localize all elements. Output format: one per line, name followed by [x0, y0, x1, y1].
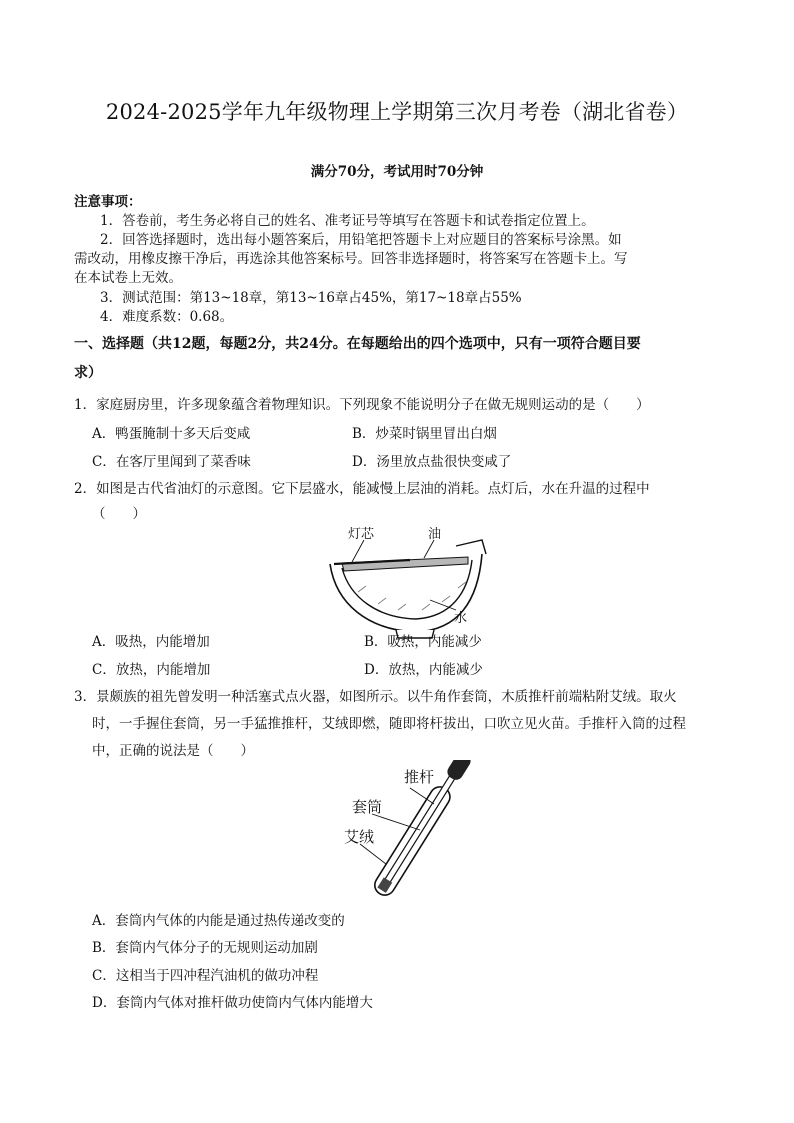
q2-stem-line-1: 2．如图是古代省油灯的示意图。它下层盛水，能减慢上层油的消耗。点灯后，水在升温的过程中	[74, 481, 650, 497]
note-1: 1．答卷前，考生务必将自己的姓名、准考证号等填写在答题卡和试卷指定位置上。	[100, 213, 595, 229]
q2-option-a: A．吸热，内能增加	[92, 634, 210, 650]
q1-option-c: C．在客厅里闻到了菜香味	[92, 454, 251, 470]
section-1-heading-line-1: 一、选择题（共12题，每题2分，共24分。在每题给出的四个选项中，只有一项符合题目要	[74, 336, 641, 352]
lamp-oil-label: 油	[428, 527, 442, 542]
section-1-heading-line-2: 求）	[74, 365, 102, 381]
lamp-water-label: 水	[454, 611, 468, 626]
q3-option-b: B．套筒内气体分子的无规则运动加剧	[92, 940, 318, 956]
note-4: 4．难度系数：0.68。	[100, 309, 234, 325]
note-2-line-1: 2．回答选择题时，选出每小题答案后，用铅笔把答题卡上对应题目的答案标号涂黑。如	[100, 232, 622, 248]
q1-option-a: A．鸭蛋腌制十多天后变咸	[92, 426, 251, 442]
q2-stem-line-2: （ ）	[92, 506, 146, 522]
q3-stem-line-2: 时，一手握住套筒，另一手猛推推杆，艾绒即燃，随即将杆拔出，口吹立见火苗。手推杆入筒的过程	[92, 716, 686, 732]
oil-lamp-figure	[318, 522, 498, 644]
lamp-wick-label: 灯芯	[348, 527, 375, 542]
piston-rod-label: 推杆	[404, 768, 435, 786]
note-3: 3．测试范围：第13~18章，第13~16章占45%，第17~18章占55%	[100, 290, 522, 306]
q3-stem-line-1: 3．景颇族的祖先曾发明一种活塞式点火器，如图所示。以牛角作套筒，木质推杆前端粘附艾绒。取火	[74, 689, 677, 705]
fire-piston-figure	[338, 760, 478, 900]
note-2-line-2: 需改动，用橡皮擦干净后，再选涂其他答案标号。回答非选择题时，将答案写在答题卡上。写	[74, 251, 628, 267]
q3-option-d: D．套筒内气体对推杆做功使筒内气体内能增大	[92, 995, 373, 1011]
q2-option-b: B．吸热，内能减少	[364, 634, 482, 650]
q3-option-c: C．这相当于四冲程汽油机的做功冲程	[92, 968, 319, 984]
exam-subtitle: 满分70分，考试用时70分钟	[310, 164, 484, 180]
q1-stem: 1．家庭厨房里，许多现象蕴含着物理知识。下列现象不能说明分子在做无规则运动的是（ ）	[74, 397, 650, 413]
exam-title: 2024-2025学年九年级物理上学期第三次月考卷（湖北省卷）	[105, 100, 689, 124]
q2-option-c: C．放热，内能增加	[92, 662, 211, 678]
piston-moxa-label: 艾绒	[344, 828, 375, 846]
note-2-line-3: 在本试卷上无效。	[74, 270, 182, 286]
piston-sleeve-label: 套筒	[352, 798, 383, 816]
q2-option-d: D．放热，内能减少	[364, 662, 483, 678]
notes-heading: 注意事项：	[74, 194, 142, 210]
q1-option-b: B．炒菜时锅里冒出白烟	[352, 426, 497, 442]
q1-option-d: D．汤里放点盐很快变咸了	[352, 454, 512, 470]
q3-stem-line-3: 中，正确的说法是（ ）	[92, 743, 254, 759]
q3-option-a: A．套筒内气体的内能是通过热传递改变的	[92, 913, 345, 929]
